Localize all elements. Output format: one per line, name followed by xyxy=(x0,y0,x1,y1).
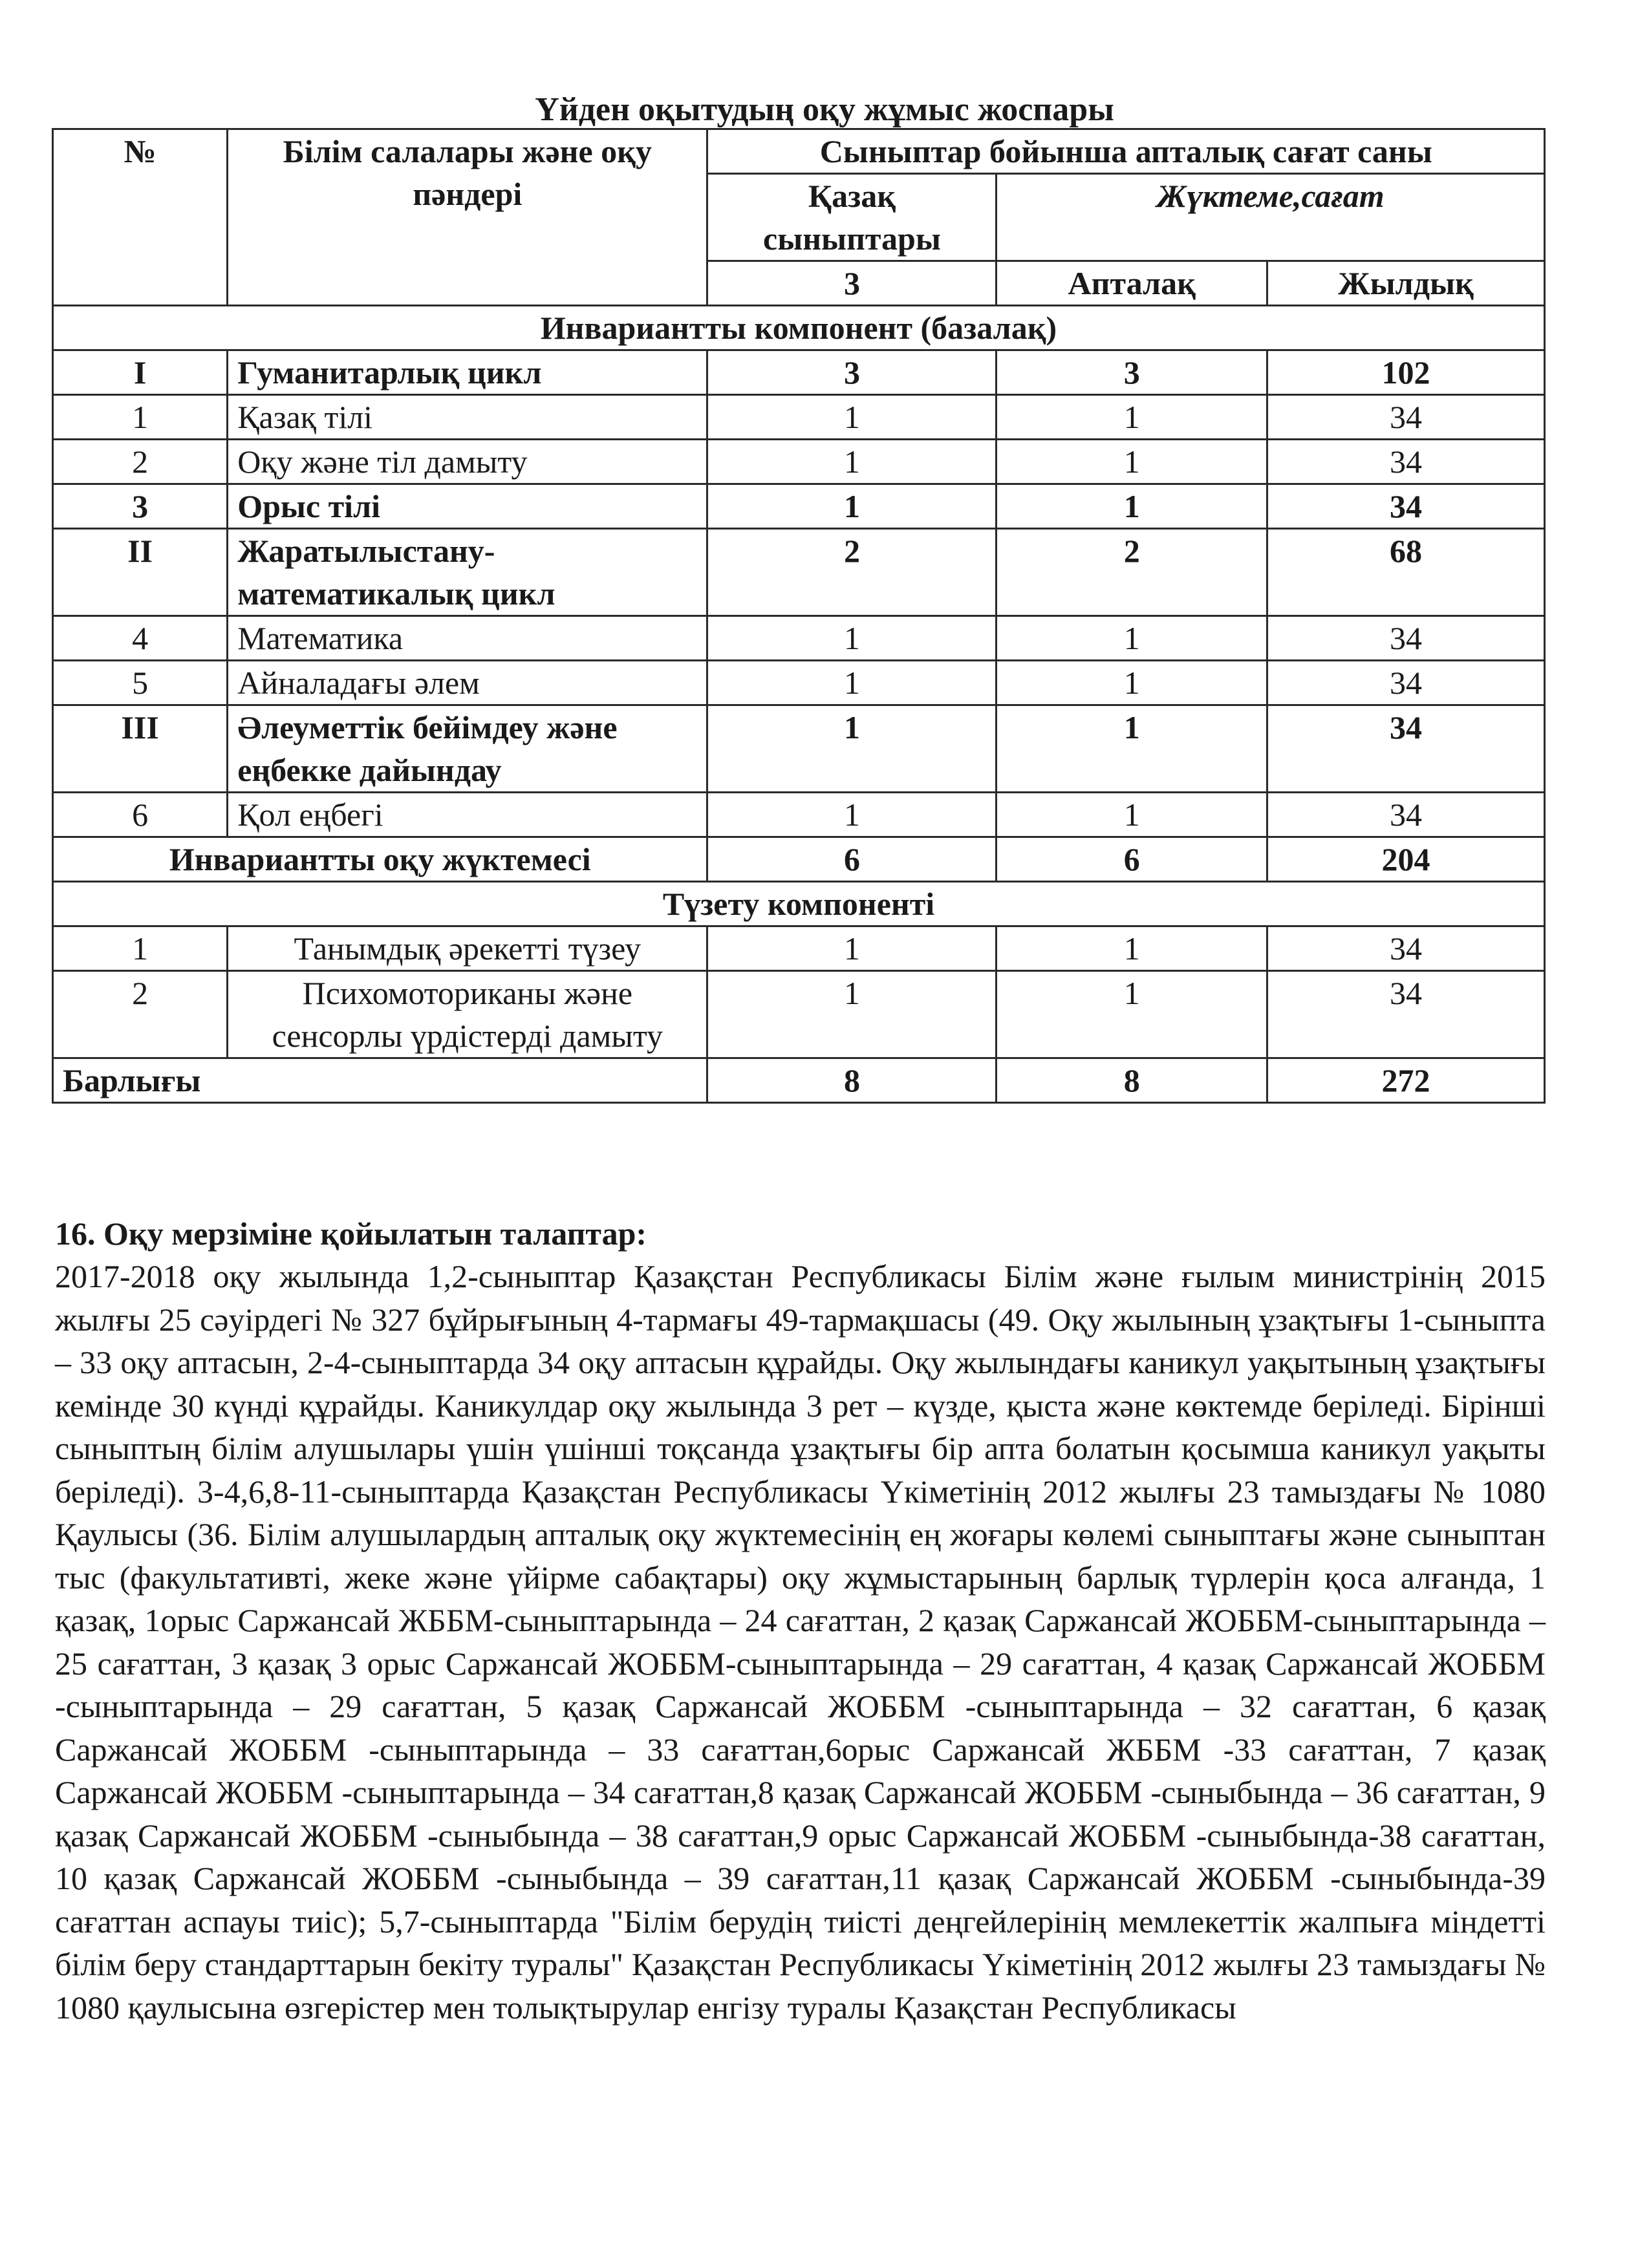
row-grade3: 1 xyxy=(707,926,997,971)
row-weekly: 1 xyxy=(997,705,1267,793)
document-title: Үйден оқытудың оқу жұмыс жоспары xyxy=(535,91,1114,128)
row-yearly: 34 xyxy=(1267,484,1545,529)
row-weekly: 1 xyxy=(997,926,1267,971)
row-no: 1 xyxy=(53,395,228,440)
row-weekly: 1 xyxy=(997,616,1267,661)
row-grade3: 1 xyxy=(707,661,997,705)
table-row xyxy=(53,616,1545,661)
row-yearly: 102 xyxy=(1267,350,1545,395)
table-row xyxy=(53,395,1545,440)
grand-total-weekly: 8 xyxy=(997,1058,1267,1103)
row-yearly: 34 xyxy=(1267,926,1545,971)
grand-total-label: Барлығы xyxy=(53,1058,707,1103)
row-subject: Математика xyxy=(228,616,707,661)
table-row xyxy=(53,350,1545,395)
row-subject: Оқу және тіл дамыту xyxy=(228,440,707,484)
row-no: I xyxy=(53,350,228,395)
row-grade3: 1 xyxy=(707,705,997,793)
section-16 xyxy=(55,1212,1546,2029)
row-grade3: 1 xyxy=(707,395,997,440)
row-weekly: 3 xyxy=(997,350,1267,395)
invariant-total-grade3: 6 xyxy=(707,837,997,882)
header-kazakh-classes: Қазақ сыныптары xyxy=(707,174,997,261)
row-no: 2 xyxy=(53,440,228,484)
row-no: III xyxy=(53,705,228,793)
header-weekly: Апталақ xyxy=(997,261,1267,306)
row-weekly: 1 xyxy=(997,971,1267,1058)
row-yearly: 34 xyxy=(1267,440,1545,484)
row-subject: Орыс тілі xyxy=(228,484,707,529)
row-yearly: 34 xyxy=(1267,705,1545,793)
row-grade3: 1 xyxy=(707,440,997,484)
header-grade: 3 xyxy=(707,261,997,306)
header-subjects: Білім салалары және оқу пәндері xyxy=(228,129,707,306)
grand-total-row xyxy=(53,1058,1545,1103)
row-subject: Айналадағы әлем xyxy=(228,661,707,705)
row-subject: Қазақ тілі xyxy=(228,395,707,440)
row-no: 1 xyxy=(53,926,228,971)
section-invariant-label: Инвариантты компонент (базалақ) xyxy=(53,306,1545,350)
section-16-heading: 16. Оқу мерзіміне қойылатын талаптар: xyxy=(55,1215,647,1252)
header-weekly-hours-group: Сыныптар бойынша апталық сағат саны xyxy=(707,129,1545,174)
grand-total-grade3: 8 xyxy=(707,1058,997,1103)
table-row xyxy=(53,793,1545,837)
row-no: 5 xyxy=(53,661,228,705)
row-grade3: 1 xyxy=(707,971,997,1058)
table-row xyxy=(53,705,1545,793)
table-row xyxy=(53,926,1545,971)
row-grade3: 1 xyxy=(707,793,997,837)
row-subject: Танымдық әрекетті түзеу xyxy=(228,926,707,971)
row-yearly: 68 xyxy=(1267,529,1545,616)
table-row xyxy=(53,971,1545,1058)
table-row xyxy=(53,529,1545,616)
row-no: 6 xyxy=(53,793,228,837)
section-16-body: 2017-2018 оқу жылында 1,2-сыныптар Қазақстан Республикасы Білім және ғылым министрінің 2015 жылғы 25 сәуірдегі № 327 бұйрығының 4-тармағы 49-тармақшасы (49. Оқу жылының ұзақтығы 1-сыныпта – 33 оқу аптасын, 2-4-сыныптарда 34 оқу аптасын құрайды. Оқу жылындағы каникул уақытының ұзақтығы кемінде 30 күнді құрайды. Каникулдар оқу жылында 3 рет – күзде, қыста және көктемде беріледі. Бірінші сыныптың білім алушылары үшін үшінші тоқсанда ұзақтығы бір апта болатын қосымша каникул уақыты беріледі). 3-4,6,8-11-сыныптарда Қазақстан Республикасы Үкіметінің 2012 жылғы 23 тамыздағы № 1080 Қаулысы (36. Білім алушылардың апталық оқу жүктемесінің ең жоғары көлемі сыныптағы және сыныптан тыс (факультативті, жеке және үйірме сабақтары) оқу жұмыстарының барлық түрлерін қоса алғанда, 1 қазақ, 1орыс Саржансай ЖББМ-сыныптарында – 24 сағаттан, 2 қазақ Саржансай ЖОББМ-сыныптарында – 25 сағаттан, 3 қазақ 3 орыс Саржансай ЖОББМ-сыныптарында – 29 сағаттан, 4 қазақ Саржансай ЖОББМ -сыныптарында – 29 сағаттан, 5 қазақ Саржансай ЖОББМ -сыныптарында – 32 сағаттан, 6 қазақ Саржансай ЖОББМ -сыныптарында – 33 сағаттан,6орыс Саржансай ЖББМ -33 сағаттан, 7 қазақ Саржансай ЖОББМ -сыныптарында – 34 сағаттан,8 қазақ Саржансай ЖОББМ -сыныбында – 36 сағаттан, 9 қазақ Саржансай ЖОББМ -сыныбында – 38 сағаттан,9 орыс Саржансай ЖОББМ -сыныбында-38 сағаттан, 10 қазақ Саржансай ЖОББМ -сыныбында – 39 сағаттан,11 қазақ Саржансай ЖОББМ -сыныбында-39 сағаттан аспауы тиіс); 5,7-сыныптарда "Білім берудің тиісті деңгейлерінің мемлекеттік жалпыға міндетті білім беру стандарттарын бекіту туралы" Қазақстан Республикасы Үкіметінің 2012 жылғы 23 тамыздағы № 1080 қаулысына өзгерістер мен толықтырулар енгізу туралы Қазақстан Республикасы xyxy=(55,1258,1546,2026)
header-row-1 xyxy=(53,129,1545,174)
row-subject: Қол еңбегі xyxy=(228,793,707,837)
row-weekly: 1 xyxy=(997,440,1267,484)
row-yearly: 34 xyxy=(1267,971,1545,1058)
row-weekly: 1 xyxy=(997,395,1267,440)
row-no: 2 xyxy=(53,971,228,1058)
invariant-total-yearly: 204 xyxy=(1267,837,1545,882)
row-grade3: 3 xyxy=(707,350,997,395)
row-grade3: 1 xyxy=(707,484,997,529)
header-no: № xyxy=(53,129,228,306)
row-no: 3 xyxy=(53,484,228,529)
row-grade3: 1 xyxy=(707,616,997,661)
row-yearly: 34 xyxy=(1267,395,1545,440)
row-yearly: 34 xyxy=(1267,661,1545,705)
table-row xyxy=(53,484,1545,529)
header-load-hours: Жүктеме,сағат xyxy=(997,174,1545,261)
grand-total-yearly: 272 xyxy=(1267,1058,1545,1103)
row-subject: Жаратылыстану-математикалық цикл xyxy=(228,529,707,616)
row-no: 4 xyxy=(53,616,228,661)
row-weekly: 2 xyxy=(997,529,1267,616)
section-correction xyxy=(53,882,1545,926)
row-subject: Әлеуметтік бейімдеу және еңбекке дайындау xyxy=(228,705,707,793)
row-yearly: 34 xyxy=(1267,793,1545,837)
invariant-total-label: Инвариантты оқу жүктемесі xyxy=(53,837,707,882)
row-subject: Гуманитарлық цикл xyxy=(228,350,707,395)
row-grade3: 2 xyxy=(707,529,997,616)
row-weekly: 1 xyxy=(997,793,1267,837)
row-weekly: 1 xyxy=(997,484,1267,529)
table-row xyxy=(53,440,1545,484)
row-yearly: 34 xyxy=(1267,616,1545,661)
row-weekly: 1 xyxy=(997,661,1267,705)
row-subject: Психомоториканы және сенсорлы үрдістерді дамыту xyxy=(228,971,707,1058)
invariant-total-row xyxy=(53,837,1545,882)
row-no: II xyxy=(53,529,228,616)
header-yearly: Жылдық xyxy=(1267,261,1545,306)
section-correction-label: Түзету компоненті xyxy=(53,882,1545,926)
section-invariant xyxy=(53,306,1545,350)
invariant-total-weekly: 6 xyxy=(997,837,1267,882)
table-row xyxy=(53,661,1545,705)
curriculum-table xyxy=(52,128,1546,1104)
